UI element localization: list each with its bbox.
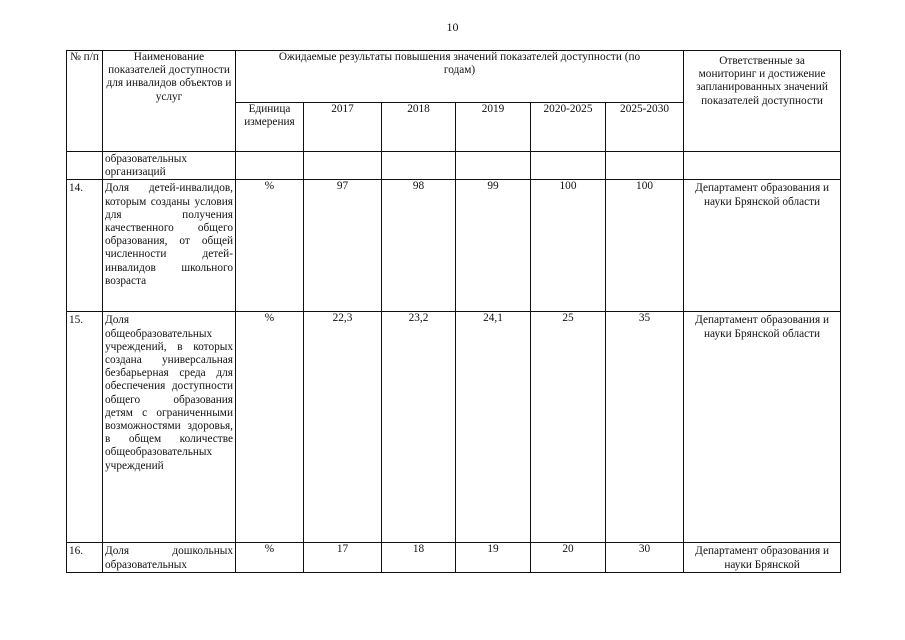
- header-year-2017: 2017: [304, 103, 382, 152]
- row-14-num: 14.: [67, 180, 103, 312]
- row-14-value-2017: 97: [304, 180, 382, 312]
- cell-unit: [236, 152, 304, 180]
- cell-name: образовательных организаций: [103, 152, 236, 180]
- cell-num: [67, 152, 103, 180]
- row-16-value-2017: 17: [304, 543, 382, 573]
- row-15-value-2017: 22,3: [304, 312, 382, 543]
- row-14-responsible: Департамент образования и науки Брянской области: [684, 180, 841, 312]
- header-year-2019: 2019: [456, 103, 531, 152]
- row-15-value-2020-2025: 25: [531, 312, 606, 543]
- row-16-num: 16.: [67, 543, 103, 573]
- row-16-unit: %: [236, 543, 304, 573]
- header-unit: Единица измерения: [236, 103, 304, 152]
- header-year-2018: 2018: [382, 103, 456, 152]
- table-row: [67, 543, 841, 573]
- row-14-value-2019: 99: [456, 180, 531, 312]
- table-row: [67, 152, 841, 180]
- cell-value: [606, 152, 684, 180]
- row-16-value-2025-2030: 30: [606, 543, 684, 573]
- header-num: № п/п: [67, 51, 103, 152]
- row-16-value-2018: 18: [382, 543, 456, 573]
- cell-value: [531, 152, 606, 180]
- row-14-name: Доля детей-инвалидов, которым созданы условия для получения качественного общего образования, от общей численности детей-инвалидов школьного возраста: [103, 180, 236, 312]
- table-row: [67, 180, 841, 312]
- header-expected: Ожидаемые результаты повышения значений показателей доступности (по годам): [236, 51, 684, 103]
- row-14-value-2020-2025: 100: [531, 180, 606, 312]
- header-name: Наименование показателей доступности для инвалидов объектов и услуг: [103, 51, 236, 152]
- table-row: [67, 312, 841, 543]
- cell-value: [456, 152, 531, 180]
- cell-value: [304, 152, 382, 180]
- row-16-value-2019: 19: [456, 543, 531, 573]
- row-15-value-2019: 24,1: [456, 312, 531, 543]
- header-responsible: Ответственные за мониторинг и достижение запланированных значений показателей доступности: [684, 51, 841, 152]
- row-16-value-2020-2025: 20: [531, 543, 606, 573]
- header-year-2025-2030: 2025-2030: [606, 103, 684, 152]
- row-14-unit: %: [236, 180, 304, 312]
- accessibility-indicators-table: [66, 50, 841, 573]
- row-16-name: Доля дошкольных образовательных: [103, 543, 236, 573]
- row-15-unit: %: [236, 312, 304, 543]
- page-number: 10: [446, 20, 459, 34]
- row-15-name: Доля общеобразовательных учреждений, в которых создана универсальная безбарьерная среда для обеспечения доступности общего образования детям с ограниченными возможностями здоровья, в общем количестве общеобразовательных учреждений: [103, 312, 236, 543]
- row-14-value-2018: 98: [382, 180, 456, 312]
- cell-value: [382, 152, 456, 180]
- row-15-value-2018: 23,2: [382, 312, 456, 543]
- row-16-responsible: Департамент образования и науки Брянской: [684, 543, 841, 573]
- cell-responsible: [684, 152, 841, 180]
- row-15-responsible: Департамент образования и науки Брянской области: [684, 312, 841, 543]
- row-15-num: 15.: [67, 312, 103, 543]
- header-year-2020-2025: 2020-2025: [531, 103, 606, 152]
- row-15-value-2025-2030: 35: [606, 312, 684, 543]
- row-14-value-2025-2030: 100: [606, 180, 684, 312]
